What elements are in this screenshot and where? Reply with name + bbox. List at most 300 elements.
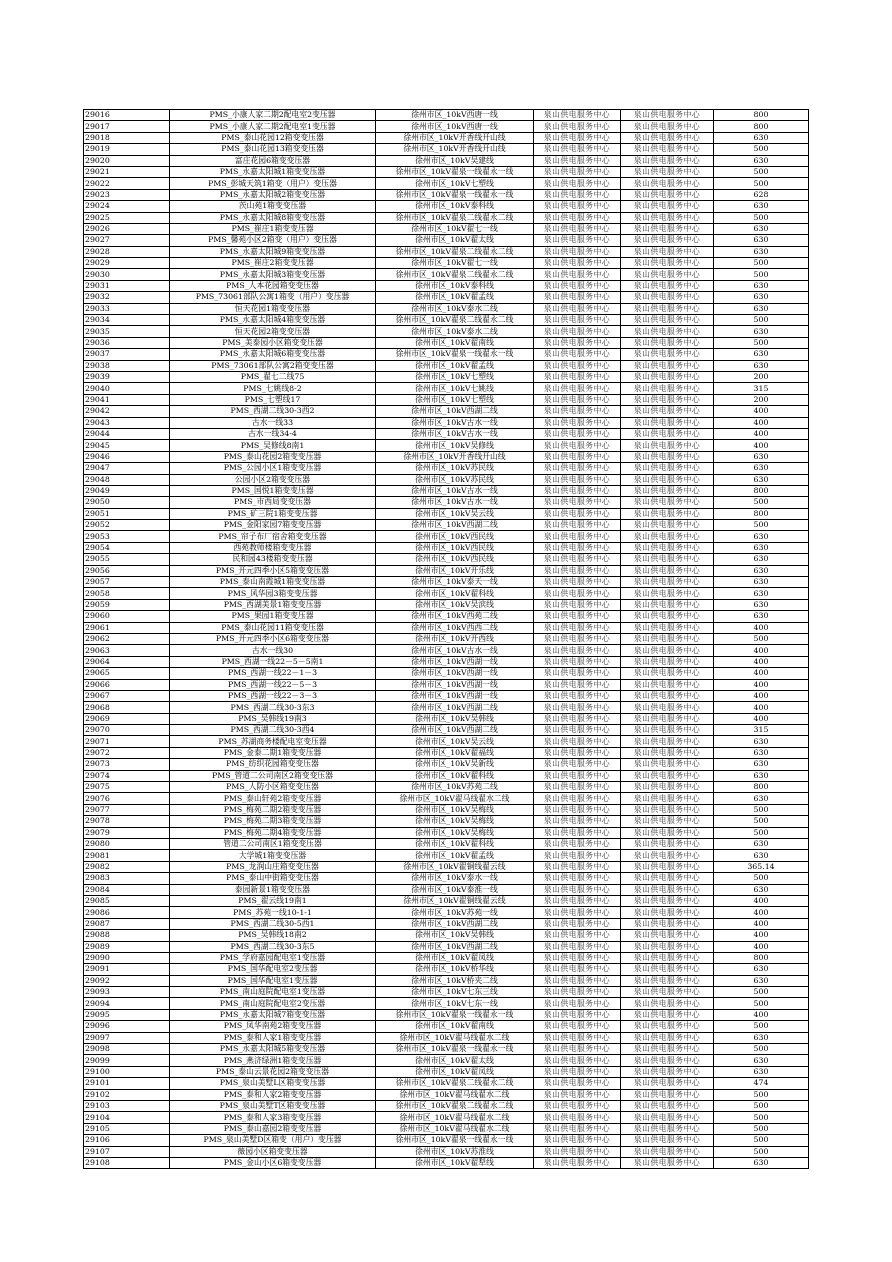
table-row bbox=[84, 144, 809, 155]
capacity-cell: 500 bbox=[714, 827, 809, 838]
capacity-cell: 630 bbox=[714, 975, 809, 986]
transformer-name-cell: 古水一线30 bbox=[170, 645, 376, 656]
feeder-line-cell: 徐州市区_10kV泰科线 bbox=[376, 280, 534, 291]
feeder-line-cell: 徐州市区_10kV七东三线 bbox=[376, 987, 534, 998]
feeder-line-cell: 徐州市区_10kV吴建线 bbox=[376, 155, 534, 166]
service-center-cell: 泉山供电服务中心 bbox=[534, 508, 621, 519]
capacity-cell: 800 bbox=[714, 485, 809, 496]
table-row bbox=[84, 417, 809, 428]
row-id-cell: 29100 bbox=[84, 1066, 170, 1077]
service-center-cell: 泉山供电服务中心 bbox=[534, 1123, 621, 1134]
service-center-cell-2: 泉山供电服务中心 bbox=[621, 520, 714, 531]
service-center-cell-2: 泉山供电服务中心 bbox=[621, 383, 714, 394]
capacity-cell: 400 bbox=[714, 428, 809, 439]
service-center-cell-2: 泉山供电服务中心 bbox=[621, 759, 714, 770]
row-id-cell: 29055 bbox=[84, 554, 170, 565]
feeder-line-cell: 徐州市区_10kV西湖二线 bbox=[376, 941, 534, 952]
feeder-line-cell: 徐州市区_10kV西湖二线 bbox=[376, 406, 534, 417]
service-center-cell-2: 泉山供电服务中心 bbox=[621, 975, 714, 986]
table-row bbox=[84, 371, 809, 382]
service-center-cell-2: 泉山供电服务中心 bbox=[621, 1044, 714, 1055]
service-center-cell-2: 泉山供电服务中心 bbox=[621, 485, 714, 496]
feeder-line-cell: 徐州市区_10kV翟孟线 bbox=[376, 292, 534, 303]
feeder-line-cell: 徐州市区_10kV古水一线 bbox=[376, 417, 534, 428]
row-id-cell: 29066 bbox=[84, 679, 170, 690]
feeder-line-cell: 徐州市区_10kV吴滨线 bbox=[376, 599, 534, 610]
row-id-cell: 29022 bbox=[84, 178, 170, 189]
service-center-cell: 泉山供电服务中心 bbox=[534, 930, 621, 941]
service-center-cell-2: 泉山供电服务中心 bbox=[621, 588, 714, 599]
service-center-cell-2: 泉山供电服务中心 bbox=[621, 907, 714, 918]
capacity-cell: 800 bbox=[714, 782, 809, 793]
transformer-name-cell: PMS_永嘉太阳城1箱变变压器 bbox=[170, 166, 376, 177]
feeder-line-cell: 徐州市区_10kV西湖一线 bbox=[376, 656, 534, 667]
capacity-cell: 630 bbox=[714, 770, 809, 781]
row-id-cell: 29102 bbox=[84, 1089, 170, 1100]
capacity-cell: 400 bbox=[714, 679, 809, 690]
capacity-cell: 630 bbox=[714, 132, 809, 143]
row-id-cell: 29068 bbox=[84, 702, 170, 713]
service-center-cell-2: 泉山供电服务中心 bbox=[621, 303, 714, 314]
feeder-line-cell: 徐州市区_10kV西唐一线 bbox=[376, 110, 534, 121]
feeder-line-cell: 徐州市区_10kV翟犁线 bbox=[376, 1157, 534, 1168]
feeder-line-cell: 徐州市区_10kV西苑二线 bbox=[376, 611, 534, 622]
service-center-cell: 泉山供电服务中心 bbox=[534, 280, 621, 291]
table-row bbox=[84, 269, 809, 280]
service-center-cell: 泉山供电服务中心 bbox=[534, 417, 621, 428]
service-center-cell: 泉山供电服务中心 bbox=[534, 451, 621, 462]
row-id-cell: 29048 bbox=[84, 474, 170, 485]
service-center-cell-2: 泉山供电服务中心 bbox=[621, 132, 714, 143]
feeder-line-cell: 徐州市区_10kV七塑线 bbox=[376, 178, 534, 189]
transformer-name-cell: PMS_管道二公司南区2箱变变压器 bbox=[170, 770, 376, 781]
service-center-cell: 泉山供电服务中心 bbox=[534, 964, 621, 975]
row-id-cell: 29016 bbox=[84, 110, 170, 121]
service-center-cell-2: 泉山供电服务中心 bbox=[621, 622, 714, 633]
service-center-cell-2: 泉山供电服务中心 bbox=[621, 235, 714, 246]
service-center-cell: 泉山供电服务中心 bbox=[534, 155, 621, 166]
row-id-cell: 29071 bbox=[84, 736, 170, 747]
table-row bbox=[84, 440, 809, 451]
service-center-cell: 泉山供电服务中心 bbox=[534, 736, 621, 747]
capacity-cell: 315 bbox=[714, 725, 809, 736]
row-id-cell: 29045 bbox=[84, 440, 170, 451]
table-row bbox=[84, 1044, 809, 1055]
row-id-cell: 29087 bbox=[84, 918, 170, 929]
capacity-cell: 400 bbox=[714, 941, 809, 952]
table-row bbox=[84, 166, 809, 177]
table-row bbox=[84, 747, 809, 758]
service-center-cell-2: 泉山供电服务中心 bbox=[621, 1078, 714, 1089]
service-center-cell: 泉山供电服务中心 bbox=[534, 713, 621, 724]
feeder-line-cell: 徐州市区_10kV翟科线 bbox=[376, 588, 534, 599]
capacity-cell: 500 bbox=[714, 144, 809, 155]
row-id-cell: 29038 bbox=[84, 360, 170, 371]
transformer-name-cell: PMS_苏苑一线10-1-1 bbox=[170, 907, 376, 918]
service-center-cell-2: 泉山供电服务中心 bbox=[621, 360, 714, 371]
table-row bbox=[84, 315, 809, 326]
service-center-cell: 泉山供电服务中心 bbox=[534, 1089, 621, 1100]
service-center-cell: 泉山供电服务中心 bbox=[534, 428, 621, 439]
transformer-name-cell: PMS_学府嘉园配电室1变压器 bbox=[170, 952, 376, 963]
service-center-cell: 泉山供电服务中心 bbox=[534, 839, 621, 850]
transformer-name-cell: PMS_梅苑二期4箱变变压器 bbox=[170, 827, 376, 838]
transformer-name-cell: PMS_矿三院1箱变变压器 bbox=[170, 508, 376, 519]
capacity-cell: 400 bbox=[714, 690, 809, 701]
service-center-cell: 泉山供电服务中心 bbox=[534, 873, 621, 884]
service-center-cell-2: 泉山供电服务中心 bbox=[621, 508, 714, 519]
feeder-line-cell: 徐州市区_10kV西唐一线 bbox=[376, 121, 534, 132]
service-center-cell-2: 泉山供电服务中心 bbox=[621, 952, 714, 963]
service-center-cell: 泉山供电服务中心 bbox=[534, 611, 621, 622]
service-center-cell-2: 泉山供电服务中心 bbox=[621, 121, 714, 132]
table-row bbox=[84, 280, 809, 291]
transformer-name-cell: PMS_馨苑小区2箱变（用户）变压器 bbox=[170, 235, 376, 246]
feeder-line-cell: 徐州市区_10kV翟七一线 bbox=[376, 258, 534, 269]
service-center-cell: 泉山供电服务中心 bbox=[534, 941, 621, 952]
row-id-cell: 29056 bbox=[84, 565, 170, 576]
feeder-line-cell: 徐州市区_10kV翟太线 bbox=[376, 1055, 534, 1066]
row-id-cell: 29060 bbox=[84, 611, 170, 622]
service-center-cell: 泉山供电服务中心 bbox=[534, 975, 621, 986]
table-row bbox=[84, 782, 809, 793]
table-row bbox=[84, 1089, 809, 1100]
transformer-name-cell: 公园小区2箱变变压器 bbox=[170, 474, 376, 485]
transformer-name-cell: PMS_美泰园小区箱变变压器 bbox=[170, 337, 376, 348]
capacity-cell: 630 bbox=[714, 611, 809, 622]
table-row bbox=[84, 360, 809, 371]
capacity-cell: 630 bbox=[714, 155, 809, 166]
feeder-line-cell: 徐州市区_10kV七塑线 bbox=[376, 371, 534, 382]
table-row bbox=[84, 827, 809, 838]
table-row bbox=[84, 668, 809, 679]
service-center-cell-2: 泉山供电服务中心 bbox=[621, 371, 714, 382]
service-center-cell: 泉山供电服务中心 bbox=[534, 656, 621, 667]
feeder-line-cell: 徐州市区_10kV开香线开山线 bbox=[376, 451, 534, 462]
table-row bbox=[84, 485, 809, 496]
capacity-cell: 630 bbox=[714, 223, 809, 234]
row-id-cell: 29076 bbox=[84, 793, 170, 804]
transformer-name-cell: PMS_苏湖商务楼配电室变压器 bbox=[170, 736, 376, 747]
table-row bbox=[84, 246, 809, 257]
capacity-cell: 400 bbox=[714, 406, 809, 417]
table-row bbox=[84, 201, 809, 212]
table-row bbox=[84, 736, 809, 747]
transformer-name-cell: PMS_南山庭院配电室2变压器 bbox=[170, 998, 376, 1009]
capacity-cell: 630 bbox=[714, 747, 809, 758]
capacity-cell: 628 bbox=[714, 189, 809, 200]
service-center-cell-2: 泉山供电服务中心 bbox=[621, 1112, 714, 1123]
service-center-cell-2: 泉山供电服务中心 bbox=[621, 611, 714, 622]
row-id-cell: 29026 bbox=[84, 223, 170, 234]
feeder-line-cell: 徐州市区_10kV翟福线 bbox=[376, 747, 534, 758]
table-row bbox=[84, 463, 809, 474]
feeder-line-cell: 徐州市区_10kV吴云线 bbox=[376, 736, 534, 747]
feeder-line-cell: 徐州市区_10kV翟凤线 bbox=[376, 1066, 534, 1077]
table-row bbox=[84, 577, 809, 588]
feeder-line-cell: 徐州市区_10kV开西线 bbox=[376, 633, 534, 644]
transformer-name-cell: PMS_泰和人家2箱变变压器 bbox=[170, 1089, 376, 1100]
transformer-name-cell: PMS_泉山美墅D区箱变（用户）变压器 bbox=[170, 1135, 376, 1146]
row-id-cell: 29093 bbox=[84, 987, 170, 998]
capacity-cell: 630 bbox=[714, 793, 809, 804]
transformer-name-cell: 古水一线33 bbox=[170, 417, 376, 428]
service-center-cell-2: 泉山供电服务中心 bbox=[621, 884, 714, 895]
capacity-cell: 400 bbox=[714, 440, 809, 451]
capacity-cell: 630 bbox=[714, 736, 809, 747]
capacity-cell: 630 bbox=[714, 542, 809, 553]
service-center-cell-2: 泉山供电服务中心 bbox=[621, 110, 714, 121]
service-center-cell: 泉山供电服务中心 bbox=[534, 485, 621, 496]
table-row bbox=[84, 212, 809, 223]
table-row bbox=[84, 497, 809, 508]
feeder-line-cell: 徐州市区_10kV吴新线 bbox=[376, 759, 534, 770]
feeder-line-cell: 徐州市区_10kV七姚线 bbox=[376, 383, 534, 394]
service-center-cell: 泉山供电服务中心 bbox=[534, 1009, 621, 1020]
transformer-name-cell: PMS_西湖一线22－5－5南1 bbox=[170, 656, 376, 667]
table-row bbox=[84, 508, 809, 519]
feeder-line-cell: 徐州市区_10kV泰水二线 bbox=[376, 326, 534, 337]
service-center-cell: 泉山供电服务中心 bbox=[534, 144, 621, 155]
row-id-cell: 29103 bbox=[84, 1100, 170, 1111]
feeder-line-cell: 徐州市区_10kV古水一线 bbox=[376, 645, 534, 656]
row-id-cell: 29047 bbox=[84, 463, 170, 474]
transformer-name-cell: PMS_开元四季小区6箱变变压器 bbox=[170, 633, 376, 644]
transformer-name-cell: PMS_金山小区6箱变变压器 bbox=[170, 1157, 376, 1168]
feeder-line-cell: 徐州市区_10kV开乐线 bbox=[376, 565, 534, 576]
row-id-cell: 29090 bbox=[84, 952, 170, 963]
table-row bbox=[84, 554, 809, 565]
row-id-cell: 29079 bbox=[84, 827, 170, 838]
feeder-line-cell: 徐州市区_10kV吴云线 bbox=[376, 508, 534, 519]
transformer-name-cell: PMS_公园小区1箱变变压器 bbox=[170, 463, 376, 474]
row-id-cell: 29043 bbox=[84, 417, 170, 428]
capacity-cell: 400 bbox=[714, 645, 809, 656]
capacity-cell: 365.14 bbox=[714, 861, 809, 872]
capacity-cell: 400 bbox=[714, 1009, 809, 1020]
table-row bbox=[84, 941, 809, 952]
row-id-cell: 29032 bbox=[84, 292, 170, 303]
service-center-cell: 泉山供电服务中心 bbox=[534, 383, 621, 394]
service-center-cell-2: 泉山供电服务中心 bbox=[621, 827, 714, 838]
capacity-cell: 500 bbox=[714, 633, 809, 644]
transformer-name-cell: 富庄花园6箱变变压器 bbox=[170, 155, 376, 166]
table-row bbox=[84, 656, 809, 667]
feeder-line-cell: 徐州市区_10kV翟泉一线翟永一线 bbox=[376, 1135, 534, 1146]
service-center-cell-2: 泉山供电服务中心 bbox=[621, 394, 714, 405]
capacity-cell: 630 bbox=[714, 1157, 809, 1168]
table-row bbox=[84, 998, 809, 1009]
service-center-cell: 泉山供电服务中心 bbox=[534, 440, 621, 451]
capacity-cell: 500 bbox=[714, 1146, 809, 1157]
row-id-cell: 29067 bbox=[84, 690, 170, 701]
service-center-cell: 泉山供电服务中心 bbox=[534, 474, 621, 485]
capacity-cell: 630 bbox=[714, 474, 809, 485]
feeder-line-cell: 徐州市区_10kV翟泉二线翟永二线 bbox=[376, 246, 534, 257]
row-id-cell: 29030 bbox=[84, 269, 170, 280]
capacity-cell: 800 bbox=[714, 952, 809, 963]
service-center-cell-2: 泉山供电服务中心 bbox=[621, 212, 714, 223]
service-center-cell: 泉山供电服务中心 bbox=[534, 166, 621, 177]
service-center-cell: 泉山供电服务中心 bbox=[534, 861, 621, 872]
transformer-name-cell: 薇园小区箱变变压器 bbox=[170, 1146, 376, 1157]
row-id-cell: 29050 bbox=[84, 497, 170, 508]
service-center-cell: 泉山供电服务中心 bbox=[534, 702, 621, 713]
service-center-cell-2: 泉山供电服务中心 bbox=[621, 189, 714, 200]
capacity-cell: 500 bbox=[714, 269, 809, 280]
transformer-name-cell: PMS_翟七二线75 bbox=[170, 371, 376, 382]
feeder-line-cell: 徐州市区_10kV西湖二线 bbox=[376, 520, 534, 531]
capacity-cell: 630 bbox=[714, 531, 809, 542]
row-id-cell: 29081 bbox=[84, 850, 170, 861]
feeder-line-cell: 徐州市区_10kV翟泉二线翟永二线 bbox=[376, 1100, 534, 1111]
feeder-line-cell: 徐州市区_10kV翟泉二线翟永二线 bbox=[376, 315, 534, 326]
capacity-cell: 630 bbox=[714, 588, 809, 599]
capacity-cell: 630 bbox=[714, 565, 809, 576]
service-center-cell: 泉山供电服务中心 bbox=[534, 337, 621, 348]
feeder-line-cell: 徐州市区_10kV西湖二线 bbox=[376, 702, 534, 713]
table-row bbox=[84, 303, 809, 314]
transformer-name-cell: PMS_泰山云景花园2箱变变压器 bbox=[170, 1066, 376, 1077]
service-center-cell: 泉山供电服务中心 bbox=[534, 827, 621, 838]
transformer-name-cell: 恒天花园2箱变变压器 bbox=[170, 326, 376, 337]
table-row bbox=[84, 223, 809, 234]
transformer-name-cell: PMS_七姚线8-2 bbox=[170, 383, 376, 394]
table-row bbox=[84, 884, 809, 895]
capacity-cell: 500 bbox=[714, 258, 809, 269]
service-center-cell: 泉山供电服务中心 bbox=[534, 895, 621, 906]
service-center-cell-2: 泉山供电服务中心 bbox=[621, 440, 714, 451]
row-id-cell: 29074 bbox=[84, 770, 170, 781]
service-center-cell-2: 泉山供电服务中心 bbox=[621, 736, 714, 747]
service-center-cell-2: 泉山供电服务中心 bbox=[621, 1055, 714, 1066]
table-row bbox=[84, 451, 809, 462]
feeder-line-cell: 徐州市区_10kV古水一线 bbox=[376, 485, 534, 496]
table-row bbox=[84, 1032, 809, 1043]
capacity-cell: 630 bbox=[714, 280, 809, 291]
transformer-name-cell: PMS_泰和人家3箱变变压器 bbox=[170, 1112, 376, 1123]
capacity-cell: 400 bbox=[714, 713, 809, 724]
table-row bbox=[84, 178, 809, 189]
table-row bbox=[84, 850, 809, 861]
table-row bbox=[84, 531, 809, 542]
service-center-cell: 泉山供电服务中心 bbox=[534, 952, 621, 963]
feeder-line-cell: 徐州市区_10kV泰水二线 bbox=[376, 303, 534, 314]
feeder-line-cell: 徐州市区_10kV七塑线 bbox=[376, 394, 534, 405]
table-row bbox=[84, 155, 809, 166]
service-center-cell-2: 泉山供电服务中心 bbox=[621, 463, 714, 474]
service-center-cell: 泉山供电服务中心 bbox=[534, 599, 621, 610]
row-id-cell: 29096 bbox=[84, 1021, 170, 1032]
row-id-cell: 29033 bbox=[84, 303, 170, 314]
feeder-line-cell: 徐州市区_10kV翟泉二线翟永二线 bbox=[376, 212, 534, 223]
row-id-cell: 29063 bbox=[84, 645, 170, 656]
transformer-name-cell: PMS_泰山南霞城1箱变变压器 bbox=[170, 577, 376, 588]
feeder-line-cell: 徐州市区_10kV西民线 bbox=[376, 554, 534, 565]
table-row bbox=[84, 611, 809, 622]
feeder-line-cell: 徐州市区_10kV翟马线翟水二线 bbox=[376, 1089, 534, 1100]
service-center-cell: 泉山供电服务中心 bbox=[534, 371, 621, 382]
transformer-name-cell: PMS_果园1箱变变压器 bbox=[170, 611, 376, 622]
table-row bbox=[84, 702, 809, 713]
row-id-cell: 29101 bbox=[84, 1078, 170, 1089]
table-row bbox=[84, 816, 809, 827]
service-center-cell: 泉山供电服务中心 bbox=[534, 201, 621, 212]
service-center-cell-2: 泉山供电服务中心 bbox=[621, 144, 714, 155]
table-row bbox=[84, 861, 809, 872]
row-id-cell: 29041 bbox=[84, 394, 170, 405]
feeder-line-cell: 徐州市区_10kV西民线 bbox=[376, 531, 534, 542]
row-id-cell: 29099 bbox=[84, 1055, 170, 1066]
capacity-cell: 500 bbox=[714, 1112, 809, 1123]
feeder-line-cell: 徐州市区_10kV吴梅线 bbox=[376, 827, 534, 838]
transformer-name-cell: PMS_西湖二线30-3西4 bbox=[170, 725, 376, 736]
row-id-cell: 29106 bbox=[84, 1135, 170, 1146]
service-center-cell-2: 泉山供电服务中心 bbox=[621, 280, 714, 291]
table-row bbox=[84, 1066, 809, 1077]
row-id-cell: 29031 bbox=[84, 280, 170, 291]
capacity-cell: 630 bbox=[714, 884, 809, 895]
capacity-cell: 630 bbox=[714, 451, 809, 462]
service-center-cell: 泉山供电服务中心 bbox=[534, 235, 621, 246]
service-center-cell: 泉山供电服务中心 bbox=[534, 497, 621, 508]
transformer-name-cell: PMS_西湖二线30-5西1 bbox=[170, 918, 376, 929]
service-center-cell: 泉山供电服务中心 bbox=[534, 315, 621, 326]
table-row bbox=[84, 690, 809, 701]
service-center-cell: 泉山供电服务中心 bbox=[534, 793, 621, 804]
capacity-cell: 630 bbox=[714, 246, 809, 257]
table-row bbox=[84, 918, 809, 929]
row-id-cell: 29053 bbox=[84, 531, 170, 542]
service-center-cell-2: 泉山供电服务中心 bbox=[621, 930, 714, 941]
capacity-cell: 500 bbox=[714, 816, 809, 827]
table-row bbox=[84, 1078, 809, 1089]
row-id-cell: 29025 bbox=[84, 212, 170, 223]
transformer-name-cell: PMS_泉山美墅T区箱变变压器 bbox=[170, 1100, 376, 1111]
service-center-cell: 泉山供电服务中心 bbox=[534, 1044, 621, 1055]
transformer-name-cell: PMS_凤华南苑2箱变变压器 bbox=[170, 1021, 376, 1032]
service-center-cell: 泉山供电服务中心 bbox=[534, 1066, 621, 1077]
row-id-cell: 29064 bbox=[84, 656, 170, 667]
feeder-line-cell: 徐州市区_10kV翟泉一线翟永一线 bbox=[376, 1009, 534, 1020]
capacity-cell: 500 bbox=[714, 998, 809, 1009]
transformer-name-cell: PMS_小康人家二期2配电室2变压器 bbox=[170, 110, 376, 121]
feeder-line-cell: 徐州市区_10kV翟泉一线翟永一线 bbox=[376, 349, 534, 360]
row-id-cell: 29069 bbox=[84, 713, 170, 724]
feeder-line-cell: 徐州市区_10kV翟泉一线翟永一线 bbox=[376, 166, 534, 177]
row-id-cell: 29024 bbox=[84, 201, 170, 212]
service-center-cell: 泉山供电服务中心 bbox=[534, 1135, 621, 1146]
capacity-cell: 630 bbox=[714, 599, 809, 610]
transformer-name-cell: PMS_纺织花园箱变变压器 bbox=[170, 759, 376, 770]
row-id-cell: 29088 bbox=[84, 930, 170, 941]
capacity-cell: 500 bbox=[714, 1021, 809, 1032]
transformer-name-cell: PMS_龙润山庄箱变变压器 bbox=[170, 861, 376, 872]
table-row bbox=[84, 588, 809, 599]
service-center-cell-2: 泉山供电服务中心 bbox=[621, 417, 714, 428]
service-center-cell-2: 泉山供电服务中心 bbox=[621, 725, 714, 736]
service-center-cell: 泉山供电服务中心 bbox=[534, 622, 621, 633]
service-center-cell-2: 泉山供电服务中心 bbox=[621, 178, 714, 189]
capacity-cell: 500 bbox=[714, 212, 809, 223]
transformer-name-cell: PMS_风华园3箱变变压器 bbox=[170, 588, 376, 599]
service-center-cell: 泉山供电服务中心 bbox=[534, 178, 621, 189]
capacity-cell: 630 bbox=[714, 964, 809, 975]
service-center-cell-2: 泉山供电服务中心 bbox=[621, 497, 714, 508]
table-row bbox=[84, 1112, 809, 1123]
transformer-name-cell: PMS_永嘉太阳城8箱变变压器 bbox=[170, 212, 376, 223]
row-id-cell: 29089 bbox=[84, 941, 170, 952]
